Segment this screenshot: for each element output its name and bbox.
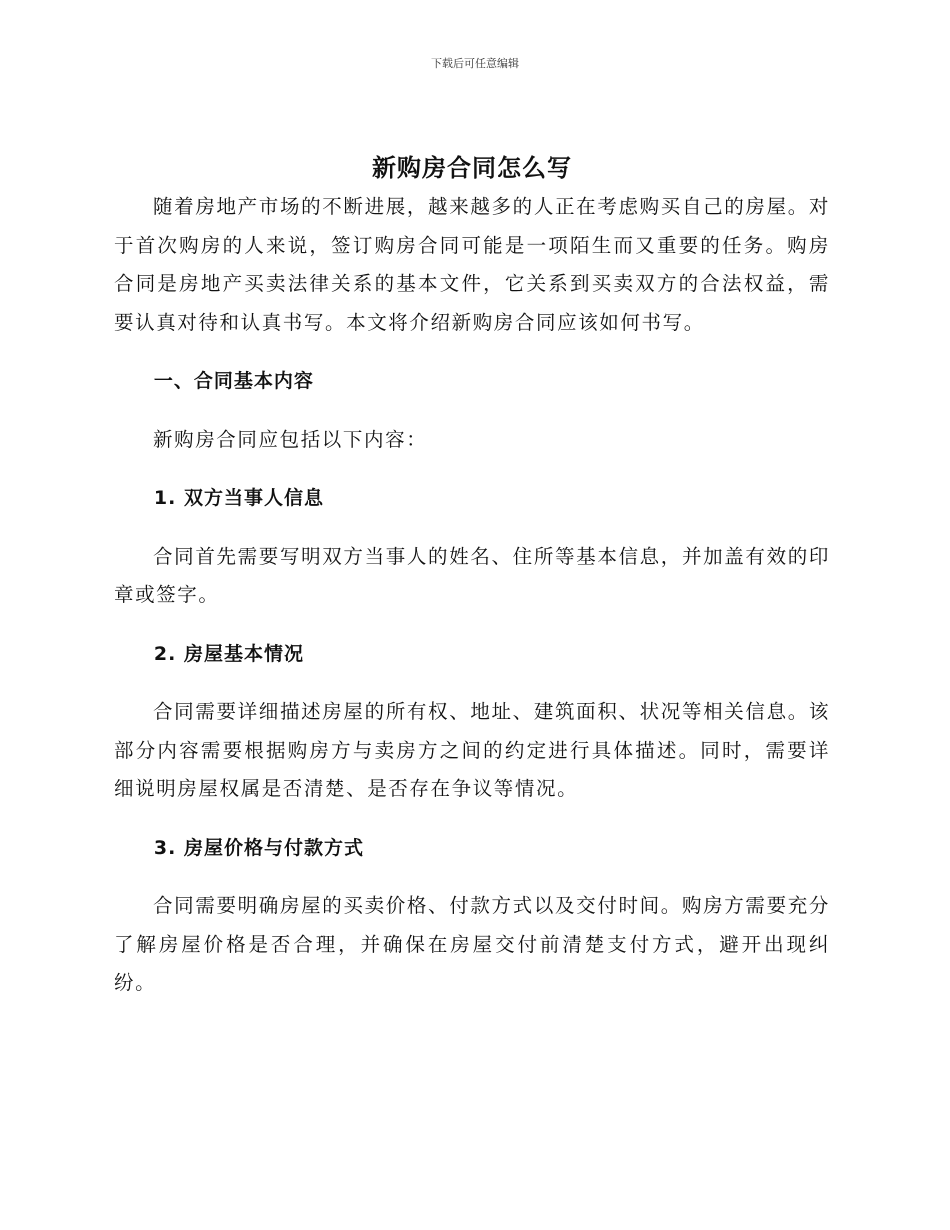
item-body-property: 合同需要详细描述房屋的所有权、地址、建筑面积、状况等相关信息。该部分内容需要根据购房方与卖房方之间的约定进行具体描述。同时，需要详细说明房屋权属是否清楚、是否存在争议等情况。 [114, 700, 830, 800]
spacer [114, 342, 830, 362]
spacer [114, 518, 830, 538]
spacer [114, 615, 830, 635]
item-body-parties: 合同首先需要写明双方当事人的姓名、住所等基本信息，并加盖有效的印章或签字。 [114, 544, 830, 606]
document-title: 新购房合同怎么写 [372, 154, 572, 182]
document-body [114, 150, 830, 1003]
spacer [114, 673, 830, 693]
item-heading-price: 3. 房屋价格与付款方式 [153, 836, 364, 859]
section-heading: 一、合同基本内容 [153, 370, 314, 392]
header-note: 下载后可任意编辑 [431, 57, 519, 70]
spacer [114, 401, 830, 421]
spacer [114, 459, 830, 479]
item-heading-property: 2. 房屋基本情况 [153, 642, 304, 665]
item-body-price: 合同需要明确房屋的买卖价格、付款方式以及交付时间。购房方需要充分了解房屋价格是否合理，并确保在房屋交付前清楚支付方式，避开出现纠纷。 [114, 894, 830, 994]
intro-paragraph: 随着房地产市场的不断进展，越来越多的人正在考虑购买自己的房屋。对于首次购房的人来说，签订购房合同可能是一项陌生而又重要的任务。购房合同是房地产买卖法律关系的基本文件，它关系到买卖双方的合法权益，需要认真对待和认真书写。本文将介绍新购房合同应该如何书写。 [114, 195, 830, 334]
spacer [114, 867, 830, 887]
section-lead: 新购房合同应包括以下内容： [153, 427, 428, 451]
spacer [114, 809, 830, 829]
item-heading-parties: 1. 双方当事人信息 [153, 487, 324, 509]
